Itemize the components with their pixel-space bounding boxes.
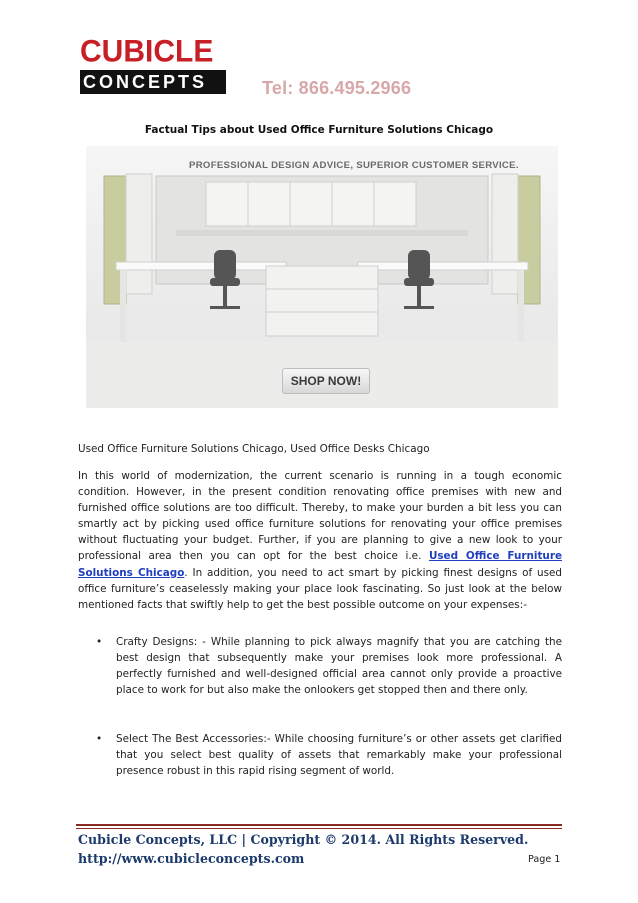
footer-divider-thin [76,828,562,829]
logo-text-bottom: CONCEPTS [83,71,208,92]
company-logo [80,34,226,94]
bullet-icon: • [96,733,103,745]
document-title: Factual Tips about Used Office Furniture Solutions Chicago [144,124,494,136]
intro-text-after-link: . In addition, you need to act smart by picking finest designs of used office furniture’s ceaselessly making your place look fascinating. So just look at the below mentioned facts that swiftly help to get the best possible outcome on your expenses:- [78,566,562,611]
intro-text-before-link: In this world of modernization, the current scenario is running in a tough economic condition. However, in the present condition renovating office premises with new and furnished office solutions are too difficult. Thereby, to make your burden a bit less you can smartly act by picking used office furniture solutions for renovating your office premises without fluctuating your budget. Further, if you are planning to give a new look to your professional area then you can opt for the best choice i.e. [78,470,562,563]
phone-number: Tel: 866.495.2966 [262,78,412,98]
footer-copyright: Cubicle Concepts, LLC | Copyright © 2014. All Rights Reserved. [78,832,529,847]
footer-url[interactable]: http://www.cubicleconcepts.com [78,851,305,866]
list-item [96,731,562,779]
logo-bar [80,70,226,94]
shop-now-button[interactable]: SHOP NOW! [282,368,370,394]
page-number: Page 1 [528,854,561,865]
list-item [96,634,562,698]
logo-text-top: CUBICLE [80,34,214,69]
bullet-icon: • [96,636,103,648]
banner-caption: PROFESSIONAL DESIGN ADVICE, SUPERIOR CUSTOMER SERVICE. [189,160,519,171]
used-office-furniture-link[interactable]: Used Office Furniture Solutions Chicago [78,550,562,579]
intro-paragraph [78,468,562,613]
footer-divider [76,824,562,826]
office-furniture-banner[interactable] [86,146,558,408]
bullet-text: Select The Best Accessories:- While choosing furniture’s or other assets get clarified that you select best quality of assets that remarkably make your professional presence robust in this rapid rising segment of world. [116,733,562,778]
document-subtitle: Used Office Furniture Solutions Chicago, Used Office Desks Chicago [78,443,430,455]
bullet-text: Crafty Designs: - While planning to pick always magnify that you are catching the best design that subsequently make your premises look more professional. A perfectly furnished and well-designed official area cannot only provide a proactive place to work for but also make the onlookers get stopped then and there only. [116,636,562,697]
